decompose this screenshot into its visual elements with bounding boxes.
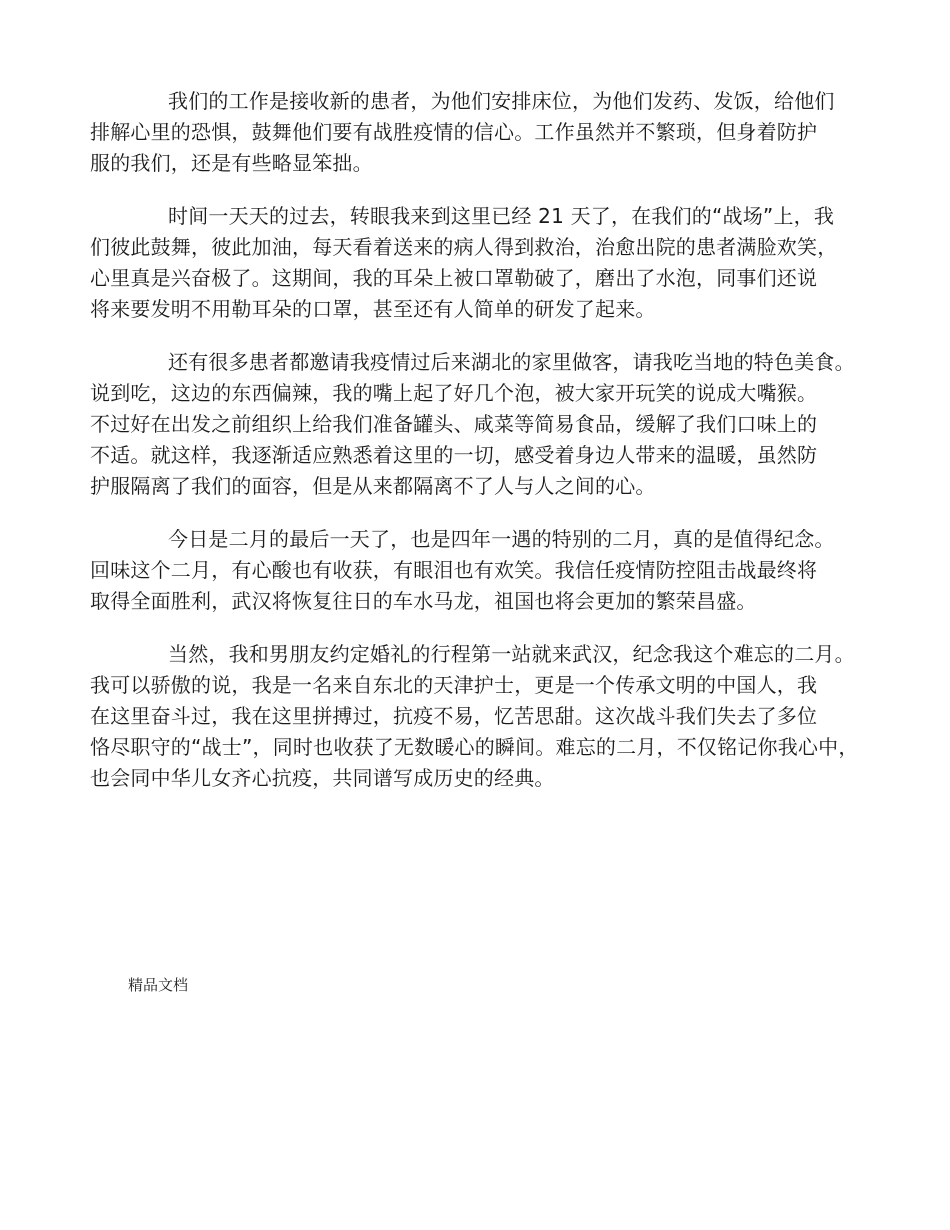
paragraph-line: 也会同中华儿女齐心抗疫，共同谱写成历史的经典。 xyxy=(90,766,555,790)
footer-label: 精品文档 xyxy=(128,976,189,994)
paragraph-line: 还有很多患者都邀请我疫情过后来湖北的家里做客，请我吃当地的特色美食。 xyxy=(168,350,855,374)
paragraph-line: 排解心里的恐惧，鼓舞他们要有战胜疫情的信心。工作虽然并不繁琐，但身着防护 xyxy=(90,120,818,144)
paragraph-line: 不适。就这样，我逐渐适应熟悉着这里的一切，感受着身边人带来的温暖，虽然防 xyxy=(90,443,818,467)
paragraph-line: 心里真是兴奋极了。这期间，我的耳朵上被口罩勒破了，磨出了水泡，同事们还说 xyxy=(90,266,818,290)
article-body xyxy=(90,86,880,816)
paragraph-line: 将来要发明不用勒耳朵的口罩，甚至还有人简单的研发了起来。 xyxy=(90,297,656,321)
paragraph-2 xyxy=(90,201,880,325)
paragraph-1 xyxy=(90,86,880,179)
paragraph-line: 回味这个二月，有心酸也有收获，有眼泪也有欢笑。我信任疫情防控阻击战最终将 xyxy=(90,558,818,582)
paragraph-line: 今日是二月的最后一天了，也是四年一遇的特别的二月，真的是值得纪念。 xyxy=(168,527,835,551)
paragraph-line: 恪尽职守的“战士”，同时也收获了无数暖心的瞬间。难忘的二月，不仅铭记你我心中， xyxy=(90,735,859,759)
paragraph-line: 不过好在出发之前组织上给我们准备罐头、咸菜等简易食品，缓解了我们口味上的 xyxy=(90,412,818,436)
paragraph-3 xyxy=(90,347,880,502)
paragraph-line: 在这里奋斗过，我在这里拼搏过，抗疫不易，忆苦思甜。这次战斗我们失去了多位 xyxy=(90,704,818,728)
paragraph-line: 说到吃，这边的东西偏辣，我的嘴上起了好几个泡，被大家开玩笑的说成大嘴猴。 xyxy=(90,381,818,405)
paragraph-line: 当然，我和男朋友约定婚礼的行程第一站就来武汉，纪念我这个难忘的二月。 xyxy=(168,642,855,666)
paragraph-line: 护服隔离了我们的面容，但是从来都隔离不了人与人之间的心。 xyxy=(90,474,656,498)
paragraph-5 xyxy=(90,639,880,794)
paragraph-line: 取得全面胜利，武汉将恢复往日的车水马龙，祖国也将会更加的繁荣昌盛。 xyxy=(90,589,757,613)
paragraph-line: 我们的工作是接收新的患者，为他们安排床位，为他们发药、发饭，给他们 xyxy=(168,89,835,113)
paragraph-line: 时间一天天的过去，转眼我来到这里已经 21 天了，在我们的“战场”上，我 xyxy=(168,204,835,228)
paragraph-line: 们彼此鼓舞，彼此加油，每天看着送来的病人得到救治，治愈出院的患者满脸欢笑， xyxy=(90,235,838,259)
paragraph-4 xyxy=(90,524,880,617)
paragraph-line: 我可以骄傲的说，我是一名来自东北的天津护士，更是一个传承文明的中国人，我 xyxy=(90,673,818,697)
paragraph-line: 服的我们，还是有些略显笨拙。 xyxy=(90,151,373,175)
